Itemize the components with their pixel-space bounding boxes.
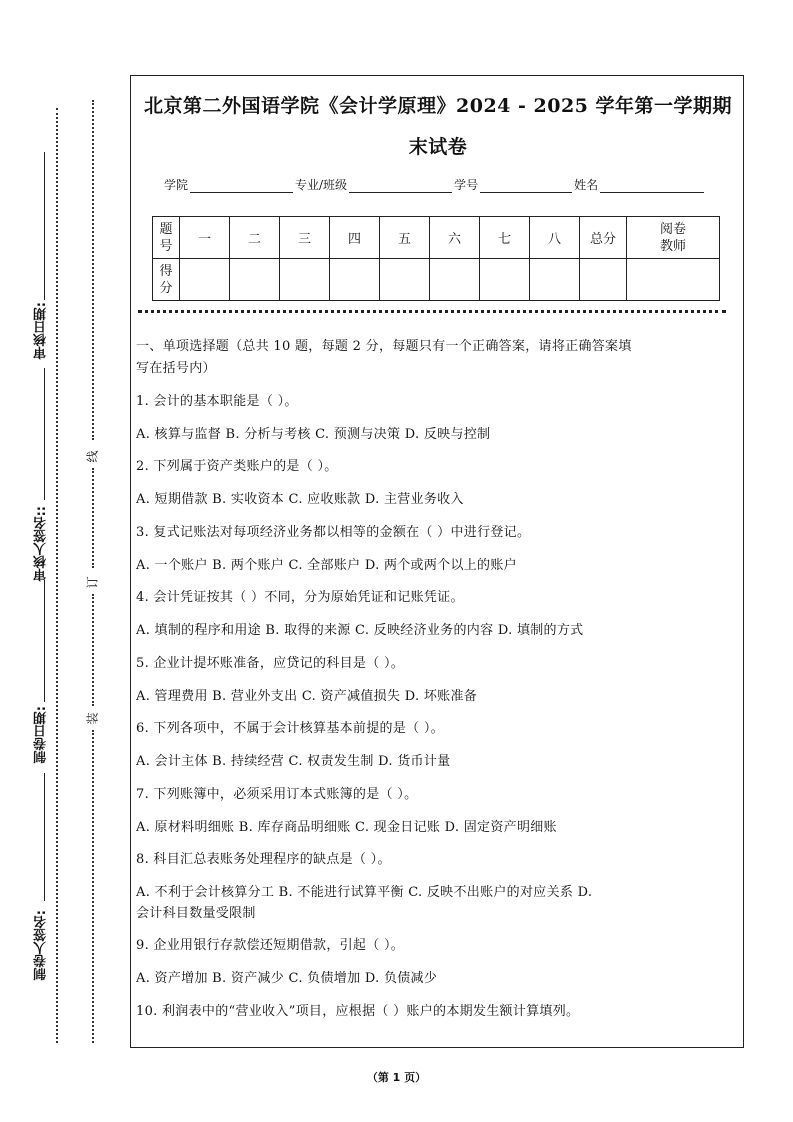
reviewer-signature-cell[interactable] [627,259,720,301]
exam-date-label: 制卷日期: [34,706,49,764]
student-info-fields [164,176,706,193]
score-table [152,216,720,301]
score-cell[interactable] [530,259,580,301]
score-col-2: 二 [230,217,280,259]
field-label-major-class: 专业/班级 [295,178,348,192]
college-input[interactable] [190,180,293,193]
question-8-options-continued: 会计科目数量受限制 [136,906,256,921]
question-8: 8. 科目汇总表账务处理程序的缺点是（ ）。 [136,852,391,867]
question-9: 9. 企业用银行存款偿还短期借款，引起（ ）。 [136,938,405,953]
question-4: 4. 会计凭证按其（ ）不同，分为原始凭证和记账凭证。 [136,590,464,605]
score-table-header-row [153,217,720,259]
score-cell[interactable] [330,259,380,301]
student-id-input[interactable] [480,180,572,193]
score-col-7: 七 [480,217,530,259]
score-cell[interactable] [430,259,480,301]
question-number-label: 题 号 [153,217,180,259]
score-table-score-row [153,259,720,301]
score-col-3: 三 [280,217,330,259]
signature-line-exam-date[interactable] [44,580,45,702]
score-cell[interactable] [480,259,530,301]
binding-dotted-line-inner [92,730,94,1043]
exam-maker-signature-label: 制卷人签名: [34,910,49,981]
page-number: （第 1 页） [366,1071,427,1084]
score-col-8: 八 [530,217,580,259]
field-label-student-id: 学号 [454,178,479,192]
binding-mark-order: 订 [85,576,100,589]
binding-dotted-line-inner [92,594,94,706]
section-separator [138,310,726,313]
signature-line-review-date[interactable] [44,152,45,300]
total-score-cell[interactable] [580,259,627,301]
question-4-options: A. 填制的程序和用途 B. 取得的来源 C. 反映经济业务的内容 D. 填制的方式 [136,623,584,638]
binding-dotted-line-inner [92,468,94,568]
question-6-options: A. 会计主体 B. 持续经营 C. 权责发生制 D. 货币计量 [136,754,451,769]
score-col-4: 四 [330,217,380,259]
score-col-1: 一 [180,217,230,259]
reviewer-teacher-label: 阅卷 教师 [627,217,720,259]
reviewer-signature-label: 审核人签名:: [34,506,49,582]
question-6: 6. 下列各项中，不属于会计核算基本前提的是（ ）。 [136,721,444,736]
signature-line-exam-maker[interactable] [44,773,45,901]
question-9-options: A. 资产增加 B. 资产减少 C. 负债增加 D. 负债减少 [136,971,438,986]
question-10: 10. 利润表中的“营业收入”项目，应根据（ ）账户的本期发生额计算填列。 [136,1004,580,1019]
exam-title-line1: 北京第二外国语学院《会计学原理》2024 - 2025 学年第一学期期 [144,95,732,117]
question-5-options: A. 管理费用 B. 营业外支出 C. 资产减值损失 D. 坏账准备 [136,689,478,704]
binding-mark-bind: 装 [85,712,100,725]
score-cell[interactable] [230,259,280,301]
score-col-6: 六 [430,217,480,259]
review-date-label: 审核日期: [34,302,49,360]
exam-title-line2: 末试卷 [408,136,468,158]
section-heading: 一、单项选择题（总共 10 题，每题 2 分，每题只有一个正确答案，请将正确答案填 [136,339,632,354]
score-label: 得 分 [153,259,180,301]
section-heading-continued: 写在括号内） [136,361,216,376]
question-7-options: A. 原材料明细账 B. 库存商品明细账 C. 现金日记账 D. 固定资产明细账 [136,820,557,835]
field-label-college: 学院 [164,178,189,192]
exam-paper-frame [130,75,744,1048]
question-2-options: A. 短期借款 B. 实收资本 C. 应收账款 D. 主营业务收入 [136,492,464,507]
score-cell[interactable] [280,259,330,301]
binding-dotted-line-inner [92,100,94,440]
score-cell[interactable] [180,259,230,301]
question-3-options: A. 一个账户 B. 两个账户 C. 全部账户 D. 两个或两个以上的账户 [136,558,517,573]
score-col-total: 总分 [580,217,627,259]
binding-dotted-line-outer [56,108,58,1043]
question-5: 5. 企业计提坏账准备，应贷记的科目是（ ）。 [136,656,405,671]
score-cell[interactable] [380,259,430,301]
question-7: 7. 下列账簿中，必须采用订本式账簿的是（ ）。 [136,787,418,802]
question-1: 1. 会计的基本职能是（ ）。 [136,394,298,409]
name-input[interactable] [600,180,704,193]
binding-mark-line: 线 [85,450,100,463]
question-2: 2. 下列属于资产类账户的是（ ）。 [136,459,338,474]
question-1-options: A. 核算与监督 B. 分析与考核 C. 预测与决策 D. 反映与控制 [136,427,491,442]
score-col-5: 五 [380,217,430,259]
signature-line-reviewer[interactable] [44,368,45,500]
question-3: 3. 复式记账法对每项经济业务都以相等的金额在（ ）中进行登记。 [136,525,531,540]
field-label-name: 姓名 [574,178,599,192]
question-8-options: A. 不利于会计核算分工 B. 不能进行试算平衡 C. 反映不出账户的对应关系 D. [136,885,593,900]
major-class-input[interactable] [349,180,452,193]
